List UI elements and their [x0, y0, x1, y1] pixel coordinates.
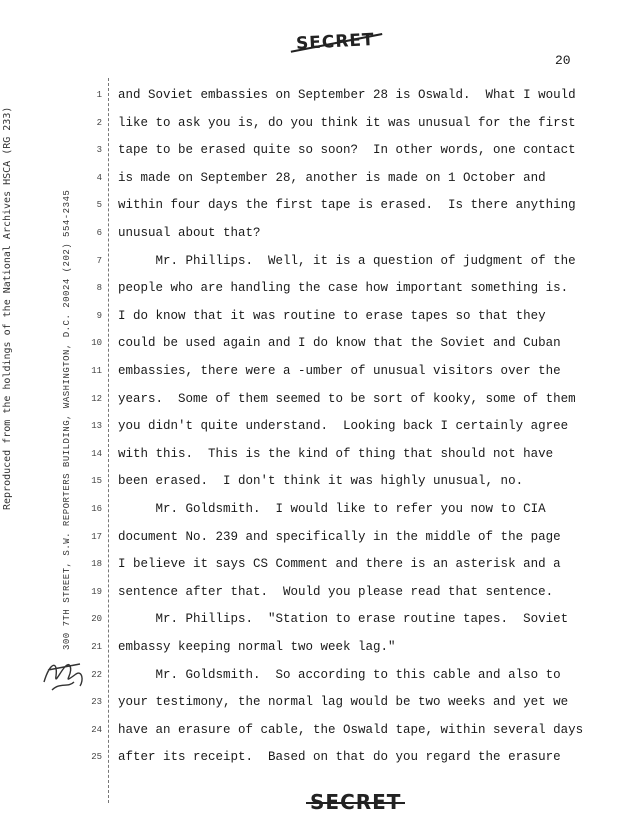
line-number: 16 [91, 504, 102, 514]
line-text: years. Some of them seemed to be sort of kooky, some of them [118, 391, 576, 406]
transcript-line [0, 636, 630, 664]
transcript-line [0, 581, 630, 609]
transcript-line [0, 498, 630, 526]
line-text: I believe it says CS Comment and there is an asterisk and a [118, 557, 561, 572]
line-text: unusual about that? [118, 226, 261, 240]
line-text: Mr. Goldsmith. So according to this cable and also to [118, 667, 561, 682]
transcript-line [0, 526, 630, 554]
line-number: 15 [91, 476, 102, 487]
reporter-address: 300 7TH STREET, S.W. REPORTERS BUILDING, WASHINGTON, D.C. 20024 (202) 554-2345 [62, 189, 72, 650]
line-text: tape to be erased quite so soon? In other words, one contact [118, 143, 576, 158]
line-text: Mr. Phillips. "Station to erase routine tapes. Soviet [118, 612, 569, 627]
archives-note: Reproduced from the holdings of the National Archives HSCA (RG 233) [2, 106, 13, 510]
page-number: 20 [555, 53, 571, 68]
transcript-line [0, 277, 630, 305]
line-number: 4 [96, 172, 102, 183]
transcript-line [0, 194, 630, 222]
line-number: 5 [96, 200, 102, 211]
transcript-line [0, 167, 630, 195]
line-number: 21 [91, 642, 102, 652]
transcript-line [0, 222, 630, 250]
line-text: been erased. I don't think it was highly unusual, no. [118, 474, 524, 489]
line-number: 12 [91, 393, 102, 404]
line-text: with this. This is the kind of thing that should not have [118, 446, 554, 461]
transcript-line [0, 112, 630, 140]
line-text: and Soviet embassies on September 28 is Oswald. What I would [118, 88, 576, 102]
transcript-line [0, 332, 630, 360]
line-number: 1 [96, 90, 102, 100]
line-number: 24 [91, 724, 102, 735]
transcript-line [0, 305, 630, 333]
line-text: people who are handling the case how important something is. [118, 281, 569, 296]
classification-stamp-top: SECRET [295, 29, 376, 55]
line-text: document No. 239 and specifically in the middle of the page [118, 529, 561, 544]
transcript-line [0, 250, 630, 278]
line-text: within four days the first tape is erased. Is there anything [118, 198, 576, 213]
line-number: 8 [96, 283, 102, 294]
transcript-line [0, 388, 630, 416]
transcript-line [0, 608, 630, 636]
transcript-line [0, 664, 630, 692]
line-text: after its receipt. Based on that do you regard the erasure [118, 750, 561, 765]
transcript-line [0, 553, 630, 581]
line-number: 25 [91, 752, 102, 763]
line-text: your testimony, the normal lag would be two weeks and yet we [118, 695, 569, 710]
line-number: 18 [91, 559, 102, 570]
line-number: 13 [91, 421, 102, 432]
line-text: you didn't quite understand. Looking back I certainly agree [118, 419, 569, 434]
transcript-line [0, 719, 630, 747]
line-number: 10 [91, 338, 102, 349]
line-text: embassies, there were a -umber of unusual visitors over the [118, 364, 561, 378]
line-number: 2 [96, 117, 102, 128]
line-text: Mr. Goldsmith. I would like to refer you now to CIA [118, 502, 546, 516]
transcript-line [0, 746, 630, 774]
line-number: 3 [96, 145, 102, 156]
line-text: Mr. Phillips. Well, it is a question of judgment of the [118, 253, 576, 268]
line-text: like to ask you is, do you think it was unusual for the first [118, 115, 576, 130]
line-number: 7 [96, 255, 102, 266]
transcript-line [0, 84, 630, 112]
line-number: 20 [91, 614, 102, 625]
transcript-line [0, 470, 630, 498]
line-text: have an erasure of cable, the Oswald tape, within several days [118, 722, 584, 737]
line-text: could be used again and I do know that the Soviet and Cuban [118, 336, 561, 351]
transcript-line [0, 443, 630, 471]
line-number: 23 [91, 697, 102, 708]
line-text: sentence after that. Would you please read that sentence. [118, 584, 554, 599]
line-number: 19 [91, 586, 102, 597]
line-number: 6 [96, 228, 102, 238]
transcript-line [0, 415, 630, 443]
line-number: 17 [91, 531, 102, 542]
line-number: 9 [96, 310, 102, 321]
line-number: 11 [91, 366, 102, 376]
transcript-line [0, 139, 630, 167]
line-number: 14 [91, 448, 102, 459]
transcript-line [0, 360, 630, 388]
transcript-line [0, 691, 630, 719]
line-text: is made on September 28, another is made on 1 October and [118, 170, 546, 185]
line-text: I do know that it was routine to erase tapes so that they [118, 308, 546, 323]
line-text: embassy keeping normal two week lag." [118, 640, 396, 654]
line-number: 22 [91, 669, 102, 680]
classification-stamp-bottom: SECRET [310, 790, 402, 814]
